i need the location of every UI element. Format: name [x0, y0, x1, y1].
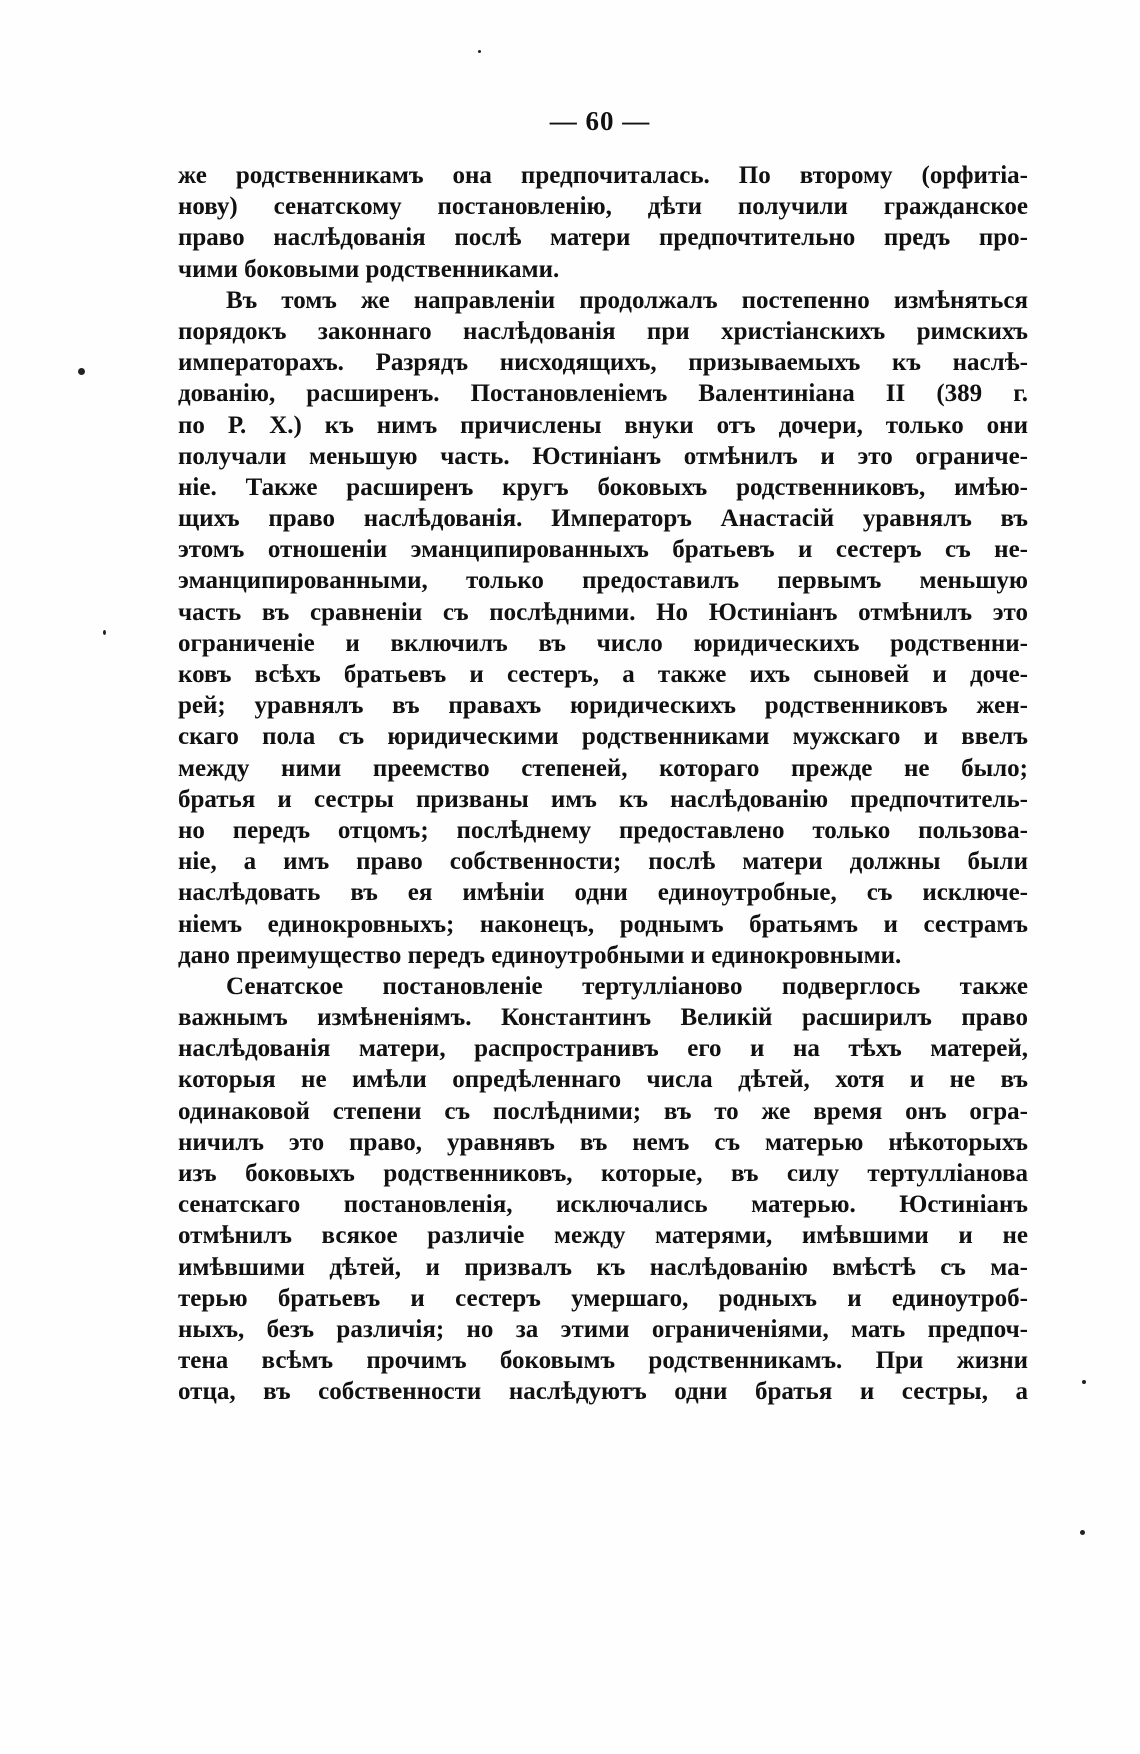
text-line: нову) сенатскому постановленію, дѣти получили гражданское	[178, 193, 1028, 221]
page-number: — 60 —	[549, 106, 651, 136]
text-line: наслѣдовать въ ея имѣніи одни единоутробные, съ исключе-	[178, 879, 1028, 907]
scan-speck	[478, 50, 481, 53]
text-line: щихъ право наслѣдованія. Императоръ Анастасій уравнялъ въ	[178, 505, 1028, 533]
paragraph	[178, 160, 1028, 285]
text-line: ніе. Также расширенъ кругъ боковыхъ родственниковъ, имѣю-	[178, 473, 1028, 501]
scan-speck	[1082, 1380, 1086, 1384]
paragraph	[178, 971, 1028, 1408]
text-line: ничилъ это право, уравнявъ въ немъ съ матерью нѣкоторыхъ	[178, 1128, 1028, 1156]
text-line: отца, въ собственности наслѣдуютъ одни братья и сестры, а	[178, 1378, 1028, 1406]
text-line: ковъ всѣхъ братьевъ и сестеръ, а также ихъ сыновей и доче-	[178, 661, 1028, 688]
paragraph	[178, 285, 1028, 971]
text-line: императорахъ. Разрядъ нисходящихъ, призываемыхъ къ наслѣ-	[178, 349, 1028, 377]
text-line: братья и сестры призваны имъ къ наслѣдованію предпочтитель-	[178, 785, 1028, 813]
body-text	[178, 160, 1028, 1408]
text-line: ныхъ, безъ различія; но за этими ограниченіями, мать предпоч-	[178, 1315, 1028, 1343]
text-line: дованію, расширенъ. Постановленіемъ Валентиніана II (389 г.	[178, 380, 1028, 408]
text-line: тена всѣмъ прочимъ боковымъ родственникамъ. При жизни	[178, 1347, 1028, 1375]
text-line: скаго пола съ юридическими родственниками мужскаго и ввелъ	[178, 723, 1028, 751]
text-line: ніе, а имъ право собственности; послѣ матери должны были	[178, 848, 1028, 876]
text-line: часть въ сравненіи съ послѣдними. Но Юстиніанъ отмѣнилъ это	[178, 598, 1028, 626]
text-line: право наслѣдованія послѣ матери предпочтительно предъ про-	[178, 224, 1028, 252]
text-line: изъ боковыхъ родственниковъ, которые, въ силу тертулліанова	[178, 1160, 1028, 1187]
text-line: наслѣдованія матери, распространивъ его и на тѣхъ матерей,	[178, 1035, 1028, 1063]
text-line: но передъ отцомъ; послѣднему предоставлено только пользова-	[178, 816, 1028, 844]
text-line: Сенатское постановленіе тертулліаново подверглось также	[226, 972, 1028, 1000]
text-line: важнымъ измѣненіямъ. Константинъ Великій расширилъ право	[178, 1004, 1028, 1032]
text-line: же родственникамъ она предпочиталась. По второму (орфитіа-	[178, 162, 1028, 189]
text-line: сенатскаго постановленія, исключались матерью. Юстиніанъ	[178, 1191, 1028, 1219]
text-line: этомъ отношеніи эманципированныхъ братьевъ и сестеръ съ не-	[178, 536, 1028, 564]
text-line: одинаковой степени съ послѣдними; въ то же время онъ огра-	[178, 1097, 1028, 1125]
text-line: по Р. Х.) къ нимъ причислены внуки отъ дочери, только они	[178, 411, 1028, 439]
text-line: дано преимущество передъ единоутробными и единокровными.	[178, 941, 902, 969]
text-line: Въ томъ же направленіи продолжалъ постепенно измѣняться	[226, 286, 1028, 314]
text-line: получали меньшую часть. Юстиніанъ отмѣнилъ и это ограниче-	[178, 442, 1028, 470]
text-line: которыя не имѣли опредѣленнаго числа дѣтей, хотя и не въ	[178, 1066, 1028, 1094]
text-line: ніемъ единокровныхъ; наконецъ, роднымъ братьямъ и сестрамъ	[178, 910, 1028, 938]
text-line: порядокъ законнаго наслѣдованія при христіанскихъ римскихъ	[178, 317, 1028, 345]
text-line: рей; уравнялъ въ правахъ юридическихъ родственниковъ жен-	[178, 692, 1028, 720]
text-line: ограниченіе и включилъ въ число юридическихъ родственни-	[178, 629, 1028, 657]
text-line: терью братьевъ и сестеръ умершаго, родныхъ и единоутроб-	[178, 1284, 1028, 1312]
text-line: чими боковыми родственниками.	[178, 255, 560, 283]
scan-speck	[1080, 1530, 1085, 1535]
scan-speck	[78, 368, 85, 375]
scan-speck	[103, 630, 106, 635]
text-line: отмѣнилъ всякое различіе между матерями, имѣвшими и не	[178, 1222, 1028, 1250]
text-line: имѣвшими дѣтей, и призвалъ къ наслѣдованію вмѣстѣ съ ма-	[178, 1253, 1028, 1281]
text-line: между ними преемство степеней, котораго прежде не было;	[178, 754, 1028, 782]
text-line: эманципированными, только предоставилъ первымъ меньшую	[178, 567, 1028, 595]
